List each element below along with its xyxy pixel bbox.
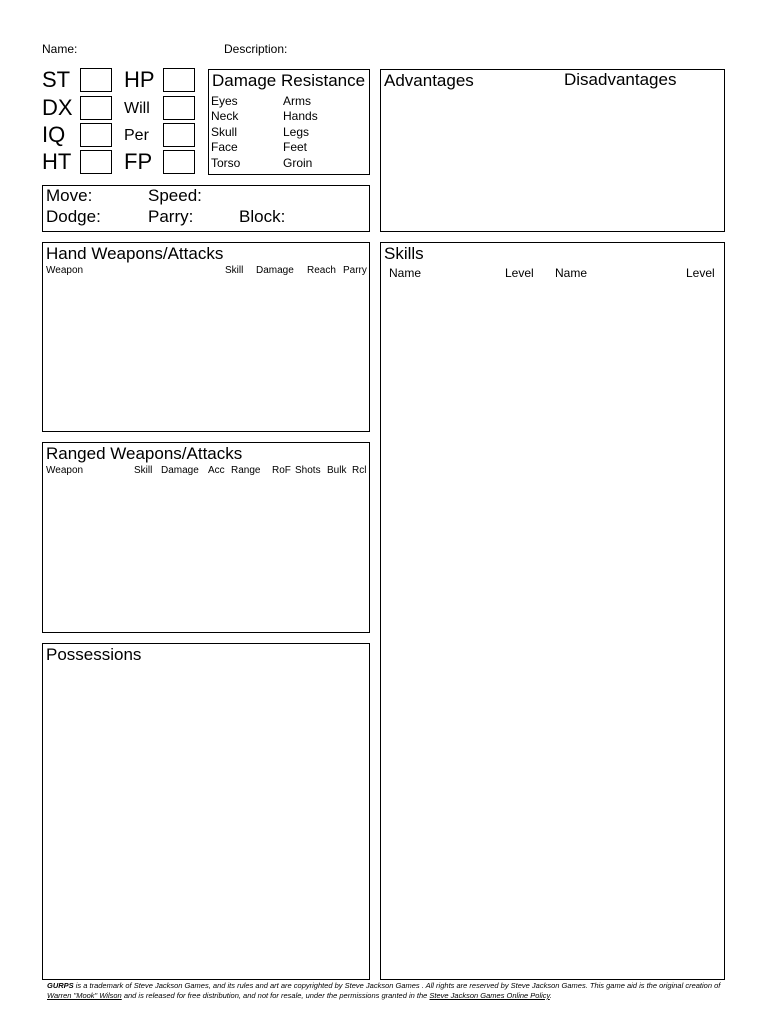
dr-neck: Neck	[211, 109, 239, 123]
footer-text-1: is a trademark of Steve Jackson Games, and its rules and art are copyrighted by Steve Jackson Games . All rights are reserved by Steve Jackson Games. This game aid is the original creation of	[73, 981, 721, 990]
dr-eyes: Eyes	[211, 94, 238, 108]
possessions-panel	[42, 643, 370, 980]
author-link[interactable]: Warren "Mook" Wilson	[47, 991, 122, 1000]
dr-groin: Groin	[283, 156, 313, 170]
ranged-col-shots: Shots	[295, 465, 321, 476]
dr-face: Face	[211, 140, 238, 154]
attr-will-label: Will	[124, 100, 150, 117]
attr-hp-label: HP	[124, 67, 155, 92]
skills-panel	[380, 242, 725, 980]
dr-legs: Legs	[283, 125, 310, 139]
attr-fp-label: FP	[124, 149, 153, 174]
damage-resistance-title: Damage Resistance	[212, 71, 366, 90]
skills-col-name-1: Name	[389, 266, 422, 280]
ranged-weapons-panel	[42, 442, 370, 633]
hand-col-skill: Skill	[225, 265, 244, 276]
ranged-weapons-title: Ranged Weapons/Attacks	[46, 444, 243, 463]
ranged-col-bulk: Bulk	[327, 465, 347, 476]
ranged-col-damage: Damage	[161, 465, 199, 476]
attr-st-box[interactable]	[80, 68, 112, 92]
name-label: Name:	[42, 42, 78, 56]
move-label: Move:	[46, 186, 93, 205]
hand-weapons-title: Hand Weapons/Attacks	[46, 244, 224, 263]
footer-text-3: .	[549, 991, 552, 1000]
skills-col-level-2: Level	[686, 266, 715, 280]
ranged-col-weapon: Weapon	[46, 465, 84, 476]
attr-will-box[interactable]	[163, 96, 195, 120]
hand-col-damage: Damage	[256, 265, 294, 276]
skills-title: Skills	[384, 244, 424, 263]
description-label: Description:	[224, 42, 288, 56]
dr-arms: Arms	[283, 94, 311, 108]
dodge-label: Dodge:	[46, 207, 101, 226]
damage-resistance-panel	[208, 69, 370, 175]
attr-fp-box[interactable]	[163, 150, 195, 174]
hand-weapons-panel	[42, 242, 370, 432]
advantages-panel	[380, 69, 725, 232]
attr-per-label: Per	[124, 127, 149, 144]
attr-iq-label: IQ	[42, 122, 66, 147]
dr-hands: Hands	[283, 109, 318, 123]
ranged-col-rcl: Rcl	[352, 465, 367, 476]
attr-st-label: ST	[42, 67, 71, 92]
ranged-col-skill: Skill	[134, 465, 153, 476]
advantages-title: Advantages	[384, 71, 474, 90]
hand-col-reach: Reach	[307, 265, 336, 276]
footer-text-2: and is released for free distribution, and not for resale, under the permissions granted in the	[121, 991, 430, 1000]
skills-col-name-2: Name	[555, 266, 588, 280]
dr-feet: Feet	[283, 140, 308, 154]
attr-dx-box[interactable]	[80, 96, 112, 120]
attr-iq-box[interactable]	[80, 123, 112, 147]
attr-hp-box[interactable]	[163, 68, 195, 92]
parry-label: Parry:	[148, 207, 194, 226]
movement-panel	[42, 185, 370, 232]
possessions-title: Possessions	[46, 645, 142, 664]
attr-dx-label: DX	[42, 95, 73, 120]
attr-ht-label: HT	[42, 149, 72, 174]
copyright-footer	[47, 981, 737, 1001]
dr-torso: Torso	[211, 156, 241, 170]
skills-col-level-1: Level	[505, 266, 534, 280]
dr-skull: Skull	[211, 125, 238, 139]
ranged-col-range: Range	[231, 465, 261, 476]
attr-per-box[interactable]	[163, 123, 195, 147]
speed-label: Speed:	[148, 186, 202, 205]
attr-ht-box[interactable]	[80, 150, 112, 174]
policy-link[interactable]: Steve Jackson Games Online Policy	[429, 991, 550, 1000]
disadvantages-title: Disadvantages	[564, 70, 677, 89]
attribute-block	[42, 68, 207, 178]
ranged-col-acc: Acc	[208, 465, 225, 476]
block-label: Block:	[239, 207, 286, 226]
hand-col-parry: Parry	[343, 265, 367, 276]
gurps-brand: GURPS	[47, 981, 74, 990]
ranged-col-rof: RoF	[272, 465, 291, 476]
hand-col-weapon: Weapon	[46, 265, 84, 276]
